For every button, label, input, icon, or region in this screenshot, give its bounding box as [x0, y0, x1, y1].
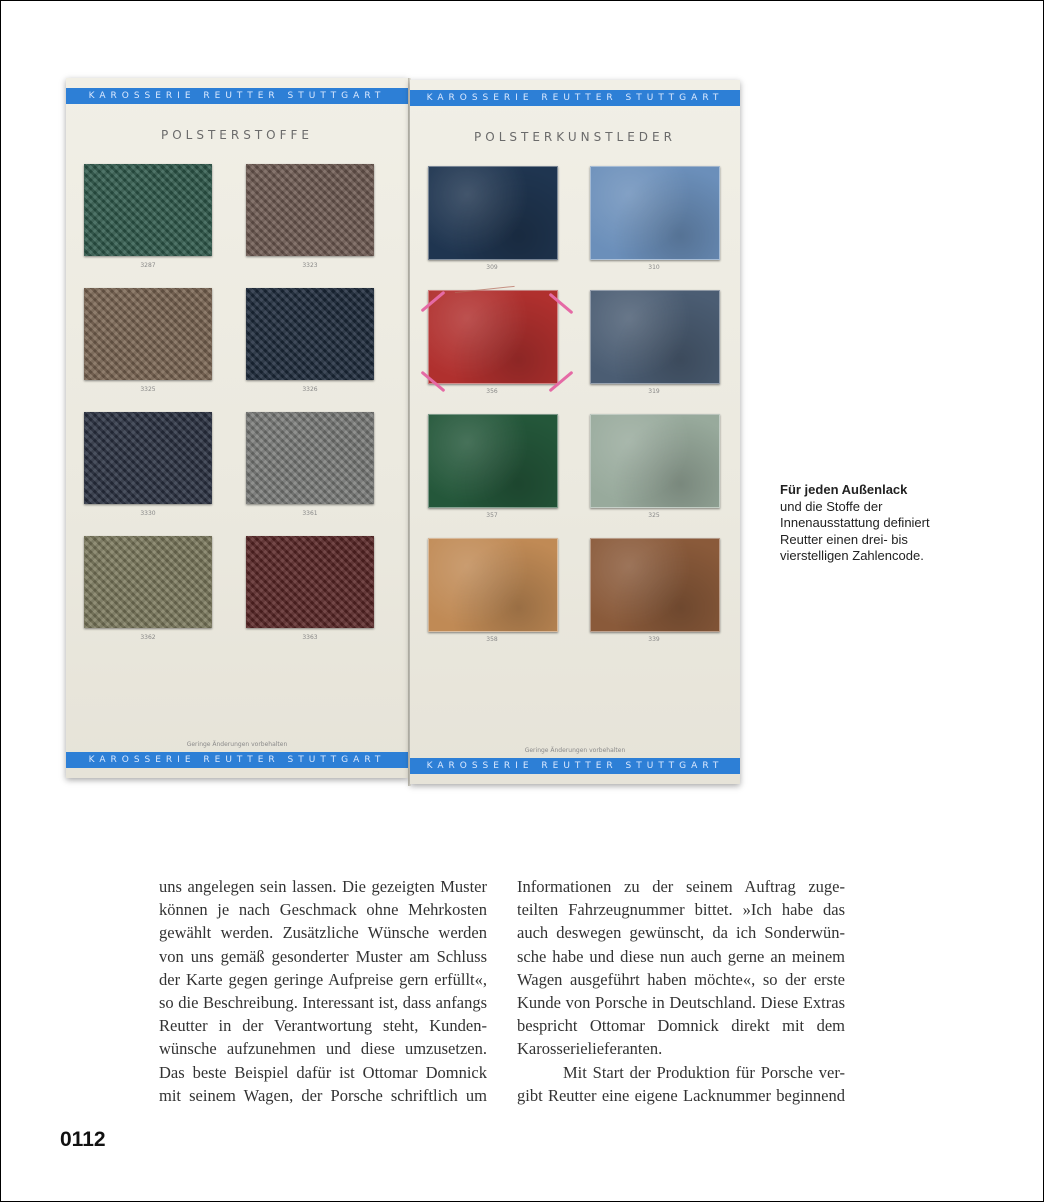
swatch-code-label: 3363	[302, 634, 318, 641]
caption-line: und die Stoffe der	[780, 498, 883, 514]
caption-line: Reutter einen drei- bis	[780, 531, 908, 547]
panel-heading: POLSTERKUNSTLEDER	[474, 130, 676, 144]
body-line: Karosserielieferanten.	[517, 1039, 663, 1059]
body-line: Reutter in der Verantwortung steht, Kunden-	[159, 1016, 487, 1036]
swatch-code-label: 3362	[140, 634, 156, 641]
swatch-code-label: 319	[648, 388, 660, 395]
body-column-right	[517, 875, 845, 1107]
panel-footnote: Geringe Änderungen vorbehalten	[524, 747, 626, 754]
figure-caption	[780, 482, 980, 565]
panel-heading: POLSTERSTOFFE	[160, 128, 313, 142]
swatch-3326	[246, 288, 374, 380]
swatch-grid	[66, 78, 408, 778]
swatch-code-label: 309	[486, 264, 498, 271]
swatch-358	[428, 538, 558, 632]
swatch-339	[590, 538, 720, 632]
body-line: wünsche aufzunehmen und diese umzusetzen.	[159, 1039, 487, 1059]
swatch-3287	[84, 164, 212, 256]
body-line: gibt Reutter eine eigene Lacknummer beginnend	[517, 1085, 845, 1105]
swatch-3325	[84, 288, 212, 380]
body-line: mit seinem Wagen, der Porsche schriftlich um	[159, 1085, 487, 1105]
caption-lead: Für jeden Außenlack	[780, 482, 908, 497]
body-line: teilten Fahrzeugnummer bittet. »Ich habe das	[517, 900, 845, 920]
swatch-code-label: 339	[648, 636, 660, 643]
swatch-card-photo	[62, 78, 742, 790]
swatch-code-label: 356	[486, 388, 498, 395]
body-line: bespricht Ottomar Domnick direkt mit dem	[517, 1016, 845, 1036]
body-line: können je nach Geschmack ohne Mehrkosten	[159, 900, 487, 920]
swatch-357	[428, 414, 558, 508]
panel-band-top: KAROSSERIE REUTTER STUTTGART	[410, 90, 740, 106]
body-line: Wagen ausgeführt haben möchte«, so der erste	[517, 969, 845, 989]
body-line: uns angelegen sein lassen. Die gezeigten Muster	[159, 877, 487, 896]
swatch-325	[590, 414, 720, 508]
caption-line: vierstelligen Zahlencode.	[780, 548, 924, 563]
body-line: der Karte gegen geringe Aufpreise gern erfüllt«,	[159, 969, 487, 989]
upholstery-fabric-panel	[66, 78, 408, 778]
swatch-code-label: 3325	[140, 386, 156, 393]
swatch-309	[428, 166, 558, 260]
swatch-grid	[410, 80, 740, 784]
panel-band-bottom: KAROSSERIE REUTTER STUTTGART	[410, 758, 740, 774]
caption-line: Innenausstattung definiert	[780, 515, 930, 530]
body-line: Das beste Beispiel dafür ist Ottomar Domnick	[159, 1062, 487, 1082]
panel-band-top: KAROSSERIE REUTTER STUTTGART	[66, 88, 408, 104]
body-line: sche habe und diese nun auch gerne an meinem	[517, 946, 845, 966]
panel-band-bottom: KAROSSERIE REUTTER STUTTGART	[66, 752, 408, 768]
swatch-code-label: 3330	[140, 510, 156, 517]
swatch-356	[428, 290, 558, 384]
swatch-code-label: 325	[648, 512, 660, 519]
body-line: so die Beschreibung. Interessant ist, dass anfangs	[159, 993, 487, 1013]
swatch-3323	[246, 164, 374, 256]
swatch-code-label: 3326	[302, 386, 318, 393]
body-line: auch deswegen gewünscht, da ich Sonderwün-	[517, 923, 845, 943]
swatch-code-label: 310	[648, 264, 660, 271]
upholstery-leatherette-panel	[410, 80, 740, 784]
body-line: Kunde von Porsche in Deutschland. Diese Extras	[517, 993, 845, 1013]
body-line: Informationen zu der seinem Auftrag zuge-	[517, 877, 845, 896]
swatch-3330	[84, 412, 212, 504]
swatch-code-label: 358	[486, 636, 498, 643]
body-column-left	[159, 875, 487, 1107]
body-line: gewählt werden. Zusätzliche Wünsche werden	[159, 923, 487, 943]
swatch-code-label: 3361	[302, 510, 318, 517]
swatch-code-label: 3287	[140, 262, 156, 269]
swatch-319	[590, 290, 720, 384]
panel-footnote: Geringe Änderungen vorbehalten	[186, 741, 288, 748]
body-line: Mit Start der Produktion für Porsche ver-	[563, 1062, 845, 1082]
swatch-3363	[246, 536, 374, 628]
swatch-310	[590, 166, 720, 260]
swatch-code-label: 3323	[302, 262, 318, 269]
swatch-code-label: 357	[486, 512, 498, 519]
body-line: von uns gemäß gesonderter Muster am Schluss	[159, 946, 487, 966]
swatch-3362	[84, 536, 212, 628]
page-number: 0112	[60, 1128, 106, 1151]
swatch-3361	[246, 412, 374, 504]
